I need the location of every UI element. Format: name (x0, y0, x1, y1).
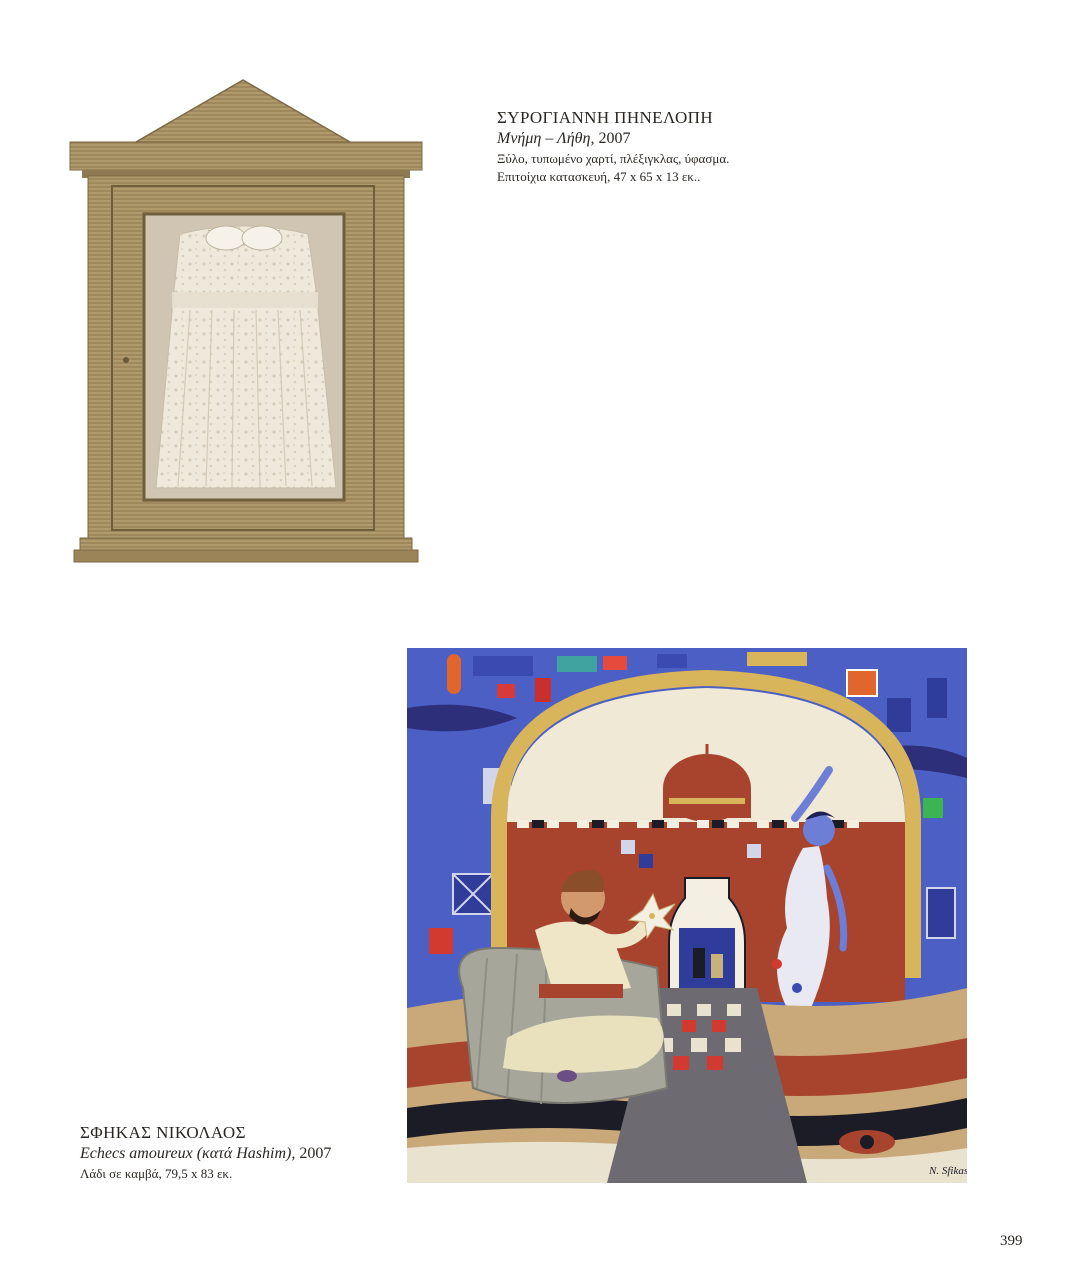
title-text: Μνήμη – Λήθη, (497, 130, 595, 147)
caption-work-2 (80, 1123, 400, 1183)
artwork-title (497, 128, 917, 150)
artwork-medium: Ξύλο, τυπωμένο χαρτί, πλέξιγκλας, ύφασμα. (497, 151, 730, 166)
artwork-medium: Λάδι σε καμβά, 79,5 x 83 εκ. (80, 1166, 233, 1181)
artist-name: ΣΥΡΟΓΙΑΝΝΗ ΠΗΝΕΛΟΠΗ (497, 108, 714, 127)
artwork-year: 2007 (299, 1145, 332, 1162)
artwork-painting (407, 648, 967, 1183)
artist-name: ΣΦΗΚΑΣ ΝΙΚΟΛΑΟΣ (80, 1123, 246, 1142)
painting-signature: N. Sfikas (929, 1165, 967, 1177)
artwork-title (80, 1143, 400, 1165)
page-number: 399 (1000, 1233, 1023, 1249)
title-text: Echecs amoureux (κατά Hashim), (80, 1145, 296, 1162)
artwork-details: Επιτοίχια κατασκευή, 47 x 65 x 13 εκ.. (497, 169, 701, 184)
artwork-cabinet (60, 78, 426, 564)
artwork-year: 2007 (598, 130, 631, 147)
caption-work-1 (497, 108, 917, 186)
